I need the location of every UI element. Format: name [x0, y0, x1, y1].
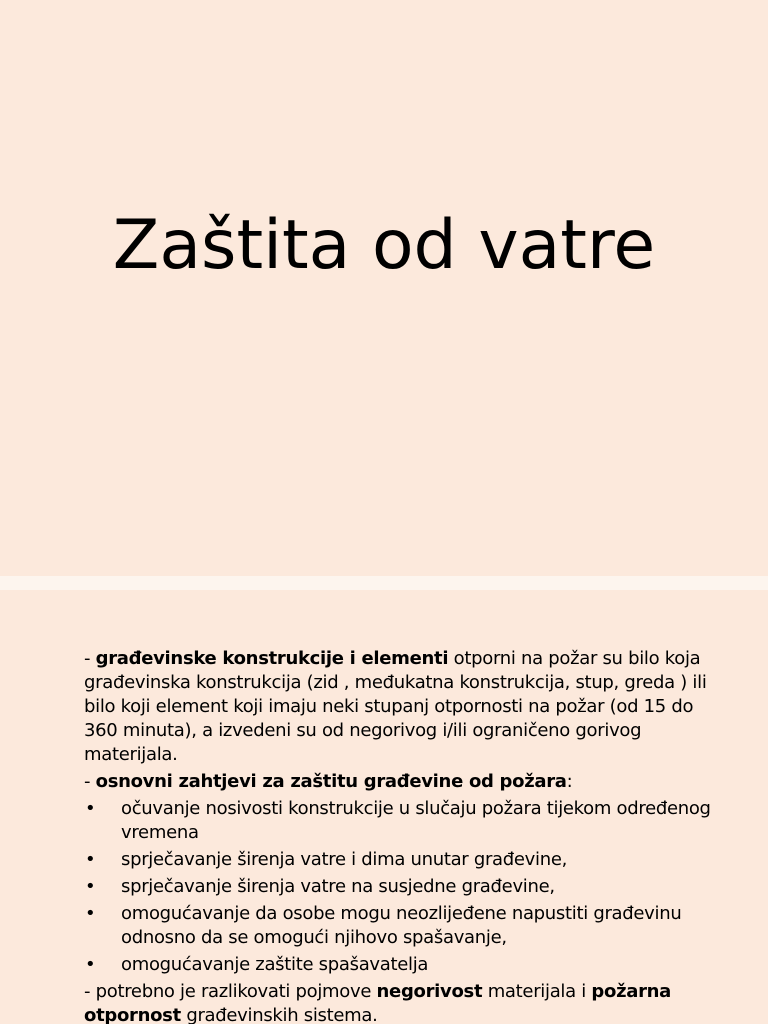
colon: :	[566, 771, 573, 792]
list-item-text: sprječavanje širenja vatre i dima unutar građevine,	[121, 849, 568, 870]
list-item-text: omogućavanje da osobe mogu neozlijeđene napustiti građevinu odnosno da se omogući njihovo spašavanje,	[121, 903, 682, 948]
dash-prefix: -	[84, 648, 96, 669]
slide-2	[0, 590, 768, 1024]
dash-prefix: -	[84, 771, 96, 792]
list-item	[84, 902, 724, 950]
paragraph-construction-elements	[84, 647, 724, 767]
bullet-icon: •	[85, 798, 96, 819]
bold-term: požarna otpornost	[84, 981, 672, 1024]
bullet-icon: •	[85, 876, 96, 897]
list-item	[84, 848, 724, 872]
bullet-icon: •	[85, 849, 96, 870]
bullet-icon: •	[85, 903, 96, 924]
bold-term: osnovni zahtjevi za zaštitu građevine od požara	[95, 771, 567, 792]
requirements-list	[84, 797, 724, 977]
bold-term: negorivost	[376, 981, 483, 1002]
paragraph-text: građevinskih sistema.	[180, 1005, 378, 1024]
list-item	[84, 953, 724, 977]
bullet-icon: •	[85, 954, 96, 975]
bold-term: građevinske konstrukcije i elementi	[95, 648, 449, 669]
paragraph-text: materijala i	[482, 981, 592, 1002]
list-item-text: očuvanje nosivosti konstrukcije u slučaju požara tijekom određenog vremena	[121, 798, 711, 843]
paragraph-text: otporni na požar su bilo koja građevinska konstrukcija (zid , međukatna konstrukcija, stup, greda ) ili bilo koji element koji imaju neki stupanj otpornosti na požar (od 15 do 360 minuta), a izvedeni su od negorivog i/ili ograničeno gorivog materijala.	[84, 648, 707, 765]
paragraph-text: - potrebno je razlikovati pojmove	[84, 981, 377, 1002]
slide-body	[84, 647, 724, 1024]
paragraph-distinguish-terms	[84, 980, 724, 1024]
list-item-text: sprječavanje širenja vatre na susjedne građevine,	[121, 876, 555, 897]
list-item	[84, 875, 724, 899]
list-item	[84, 797, 724, 845]
list-item-text: omogućavanje zaštite spašavatelja	[121, 954, 429, 975]
paragraph-basic-requirements	[84, 770, 724, 794]
slide-title: Zaštita od vatre	[112, 206, 656, 285]
